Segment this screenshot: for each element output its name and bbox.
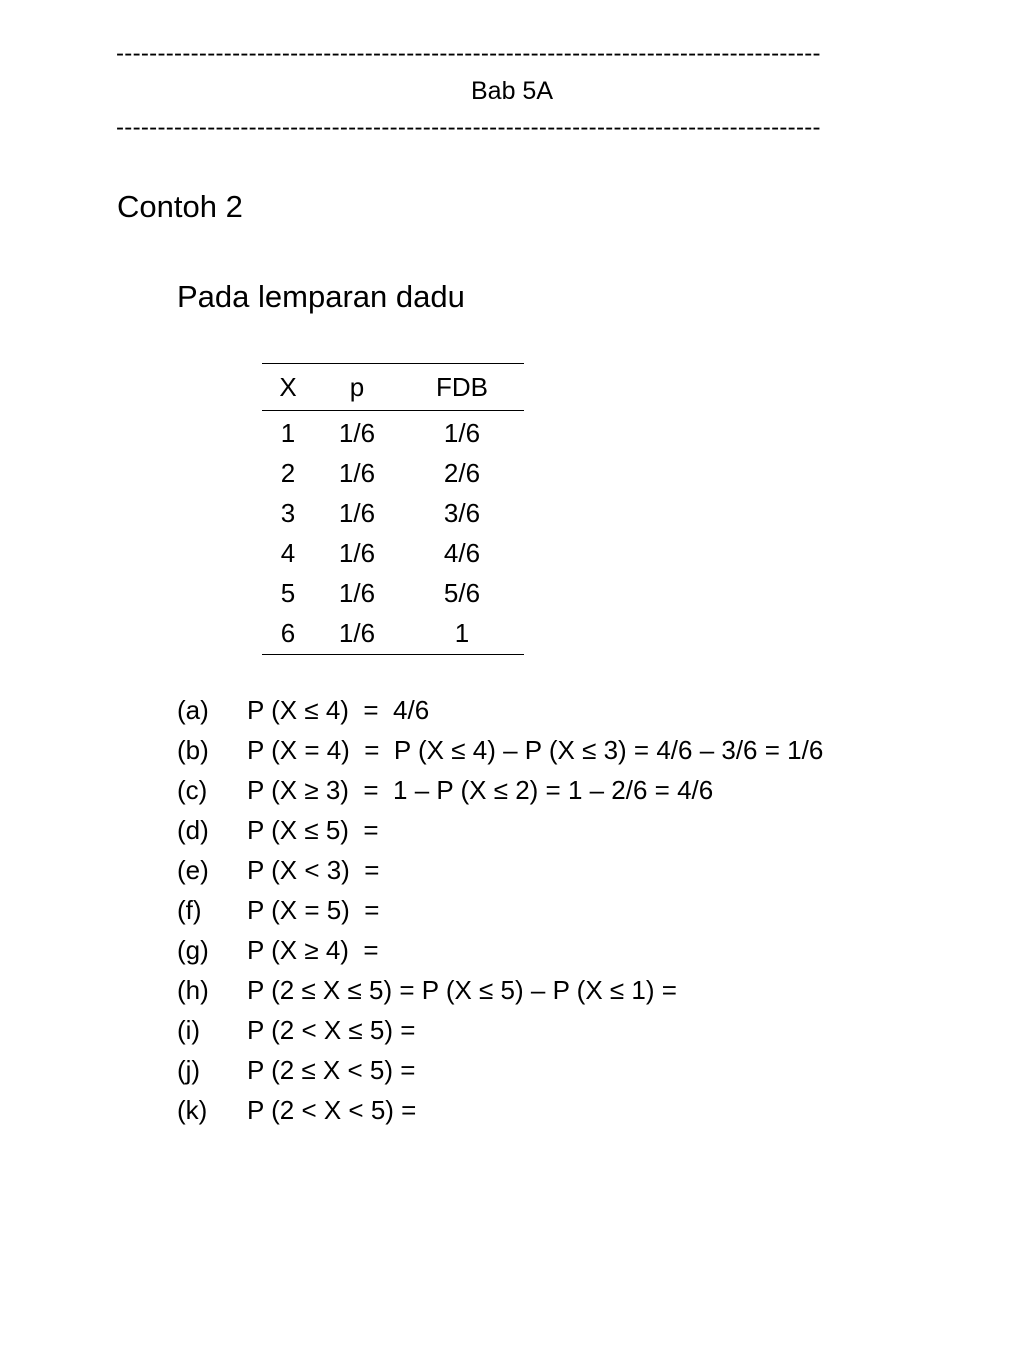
exercise-text: P (X ≥ 3) = 1 – P (X ≤ 2) = 1 – 2/6 = 4/6 <box>247 775 714 805</box>
exercise-item <box>177 1090 823 1130</box>
table-header-row <box>262 364 524 411</box>
exercise-text: P (2 < X < 5) = <box>247 1095 417 1125</box>
exercise-text: P (X ≥ 4) = <box>247 935 379 965</box>
cell-x: 6 <box>280 618 296 648</box>
cell-fdb: 5/6 <box>443 578 481 608</box>
exercise-item <box>177 890 823 930</box>
exercise-text: P (2 ≤ X ≤ 5) = P (X ≤ 5) – P (X ≤ 1) = <box>247 975 677 1005</box>
cell-p: 1/6 <box>338 618 376 648</box>
exercise-label: (a) <box>177 695 209 725</box>
cell-fdb: 1/6 <box>443 418 481 448</box>
column-header-fdb: FDB <box>436 372 488 402</box>
header-top-rule: ------------------------------------------------------------------------------------- <box>116 42 821 66</box>
exercise-item <box>177 690 823 730</box>
exercise-text: P (2 ≤ X < 5) = <box>247 1055 416 1085</box>
exercise-label: (j) <box>177 1055 201 1085</box>
cell-p: 1/6 <box>338 498 376 528</box>
table-row <box>262 613 524 655</box>
cell-fdb: 1 <box>454 618 470 648</box>
cell-fdb: 3/6 <box>443 498 481 528</box>
cell-x: 1 <box>280 418 296 448</box>
exercise-item <box>177 770 823 810</box>
column-header-x: X <box>279 372 297 402</box>
exercise-text: P (X = 4) = P (X ≤ 4) – P (X ≤ 3) = 4/6 – 3/6 = 1/6 <box>247 735 824 765</box>
chapter-title: Bab 5A <box>470 77 553 105</box>
exercise-label: (e) <box>177 855 209 885</box>
exercise-text: P (2 < X ≤ 5) = <box>247 1015 416 1045</box>
exercise-item <box>177 1050 823 1090</box>
cell-x: 5 <box>280 578 296 608</box>
example-title: Contoh 2 <box>117 189 243 224</box>
exercise-label: (f) <box>177 895 202 925</box>
exercise-label: (d) <box>177 815 209 845</box>
cell-x: 4 <box>280 538 296 568</box>
exercise-text: P (X ≤ 4) = 4/6 <box>247 695 430 725</box>
table-row <box>262 573 524 613</box>
table-row <box>262 453 524 493</box>
exercise-label: (h) <box>177 975 209 1005</box>
exercise-label: (b) <box>177 735 209 765</box>
exercise-text: P (X < 3) = <box>247 855 380 885</box>
cell-p: 1/6 <box>338 538 376 568</box>
cell-p: 1/6 <box>338 418 376 448</box>
exercise-label: (c) <box>177 775 208 805</box>
exercise-text: P (X = 5) = <box>247 895 380 925</box>
header-bottom-rule: ------------------------------------------------------------------------------------- <box>116 116 821 140</box>
exercise-label: (g) <box>177 935 209 965</box>
cell-x: 2 <box>280 458 296 488</box>
table-row <box>262 411 524 454</box>
exercise-item <box>177 970 823 1010</box>
exercise-item <box>177 730 823 770</box>
subtitle: Pada lemparan dadu <box>177 279 465 314</box>
exercise-item <box>177 1010 823 1050</box>
cell-p: 1/6 <box>338 578 376 608</box>
exercise-list <box>177 690 823 1130</box>
exercise-item <box>177 810 823 850</box>
cell-fdb: 2/6 <box>443 458 481 488</box>
cell-fdb: 4/6 <box>443 538 481 568</box>
exercise-item <box>177 850 823 890</box>
table-row <box>262 533 524 573</box>
column-header-p: p <box>349 372 365 402</box>
cell-x: 3 <box>280 498 296 528</box>
exercise-label: (k) <box>177 1095 208 1125</box>
distribution-table <box>262 363 524 655</box>
exercise-item <box>177 930 823 970</box>
table-row <box>262 493 524 533</box>
exercise-label: (i) <box>177 1015 201 1045</box>
exercise-text: P (X ≤ 5) = <box>247 815 379 845</box>
cell-p: 1/6 <box>338 458 376 488</box>
